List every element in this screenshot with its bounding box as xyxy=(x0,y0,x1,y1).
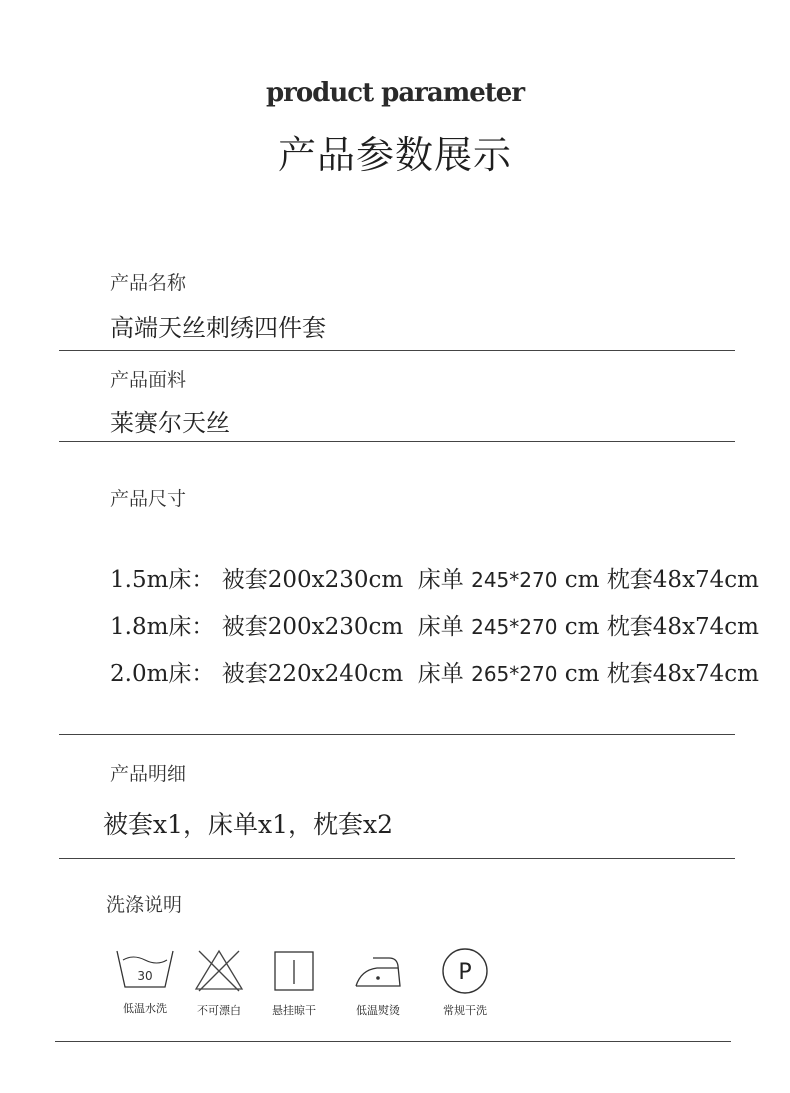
care-item-label: 常规干洗 xyxy=(443,1004,487,1017)
divider xyxy=(55,1041,731,1042)
product-detail-value: 被套x1，床单x1，枕套x2 xyxy=(103,810,394,839)
care-item-label: 低温熨烫 xyxy=(356,1004,400,1017)
size-row xyxy=(110,655,759,688)
product-fabric-label: 产品面料 xyxy=(110,369,187,391)
bed-size: 1.5m床： xyxy=(110,567,215,593)
dry-clean-letter: P xyxy=(458,960,472,985)
sheet-unit: cm xyxy=(564,614,600,640)
sheet-size: 245*270 xyxy=(471,568,558,592)
care-item xyxy=(254,948,334,1018)
sheet-unit: cm xyxy=(564,567,600,593)
care-item xyxy=(338,948,418,1018)
sheet-label: 床单 xyxy=(417,567,464,593)
sheet-size: 245*270 xyxy=(471,615,558,639)
divider xyxy=(59,350,735,351)
care-item xyxy=(105,948,185,1016)
sheet-label: 床单 xyxy=(417,614,464,640)
product-detail-label: 产品明细 xyxy=(110,763,187,785)
sheet-unit: cm xyxy=(564,661,600,687)
pillow-size: 枕套48x74cm xyxy=(606,661,759,687)
bed-size: 2.0m床： xyxy=(110,661,215,687)
care-item-label: 不可漂白 xyxy=(197,1004,241,1017)
low-iron-icon xyxy=(353,948,403,992)
size-row xyxy=(110,608,759,641)
dry-clean-p-icon xyxy=(440,946,490,996)
pillow-size: 枕套48x74cm xyxy=(606,614,759,640)
product-name-label: 产品名称 xyxy=(110,272,187,294)
no-bleach-icon xyxy=(193,948,245,992)
bed-size: 1.8m床： xyxy=(110,614,215,640)
care-item-label: 悬挂晾干 xyxy=(272,1004,316,1017)
size-row xyxy=(110,561,759,594)
sheet-size: 265*270 xyxy=(471,662,558,686)
care-label: 洗涤说明 xyxy=(106,894,183,916)
divider xyxy=(59,734,735,735)
care-item xyxy=(425,946,505,1018)
duvet-size: 被套200x230cm xyxy=(221,567,404,593)
duvet-size: 被套200x230cm xyxy=(221,614,404,640)
page-subtitle-en: product parameter xyxy=(265,78,525,108)
wash-30-icon xyxy=(113,948,177,990)
wash-temperature: 30 xyxy=(137,969,153,983)
page-title: 产品参数展示 xyxy=(277,133,512,177)
hang-dry-icon xyxy=(272,948,316,992)
care-item xyxy=(179,948,259,1018)
care-item-label: 低温水洗 xyxy=(123,1002,167,1015)
pillow-size: 枕套48x74cm xyxy=(606,567,759,593)
product-fabric-value: 莱赛尔天丝 xyxy=(110,409,230,437)
duvet-size: 被套220x240cm xyxy=(221,661,404,687)
product-name-value: 高端天丝刺绣四件套 xyxy=(110,314,326,342)
sheet-label: 床单 xyxy=(417,661,464,687)
product-size-label: 产品尺寸 xyxy=(110,488,187,510)
divider xyxy=(59,858,735,859)
divider xyxy=(59,441,735,442)
